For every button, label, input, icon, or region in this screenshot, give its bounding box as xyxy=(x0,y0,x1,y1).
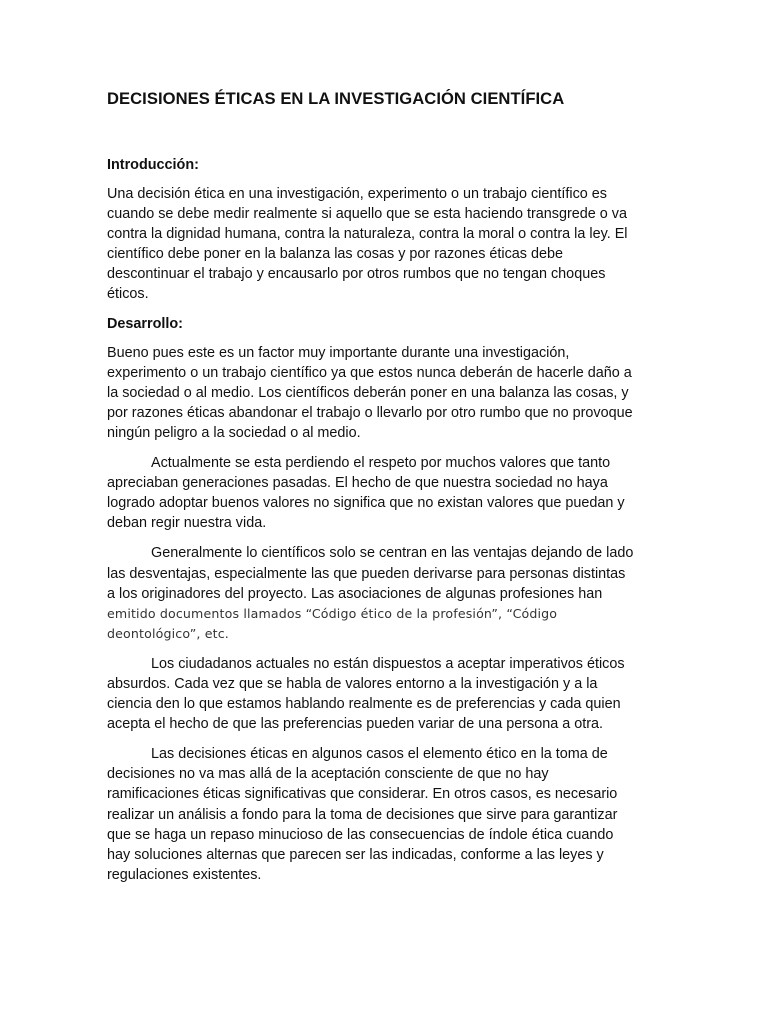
text-line: absurdos. Cada vez que se habla de valores entorno a la investigación y a la xyxy=(107,675,598,692)
desarrollo-paragraph-5 xyxy=(107,744,659,885)
text-line xyxy=(107,453,659,473)
text-line: acepta el hecho de que las preferencias pueden variar de una persona a otra. xyxy=(107,716,604,733)
intro-paragraph xyxy=(107,184,659,305)
text-line: las desventajas, especialmente las que pueden derivarse para personas distintas xyxy=(107,565,626,582)
text-line: descontinuar el trabajo y encausarlo por otros rumbos que no tengan choques xyxy=(107,266,606,283)
intro-heading: Introducción: xyxy=(107,157,199,173)
text-line: ramificaciones éticas significativas que considerar. En otros casos, es necesario xyxy=(107,786,618,803)
text-line: emitido documentos llamados “Código ético de la profesión”, “Código xyxy=(107,605,558,621)
text-line-content: Generalmente lo científicos solo se centran en las ventajas dejando de lado xyxy=(151,545,634,562)
document-page xyxy=(107,88,659,895)
text-line: logrado adoptar buenos valores no significa que no existan valores que puedan y xyxy=(107,495,625,512)
text-line: Una decisión ética en una investigación, experimento o un trabajo científico es xyxy=(107,186,607,202)
text-line: por razones éticas abandonar el trabajo o llevarlo por otro rumbo que no provoque xyxy=(107,404,633,421)
text-line: hay soluciones alternas que parecen ser las indicadas, conforme a las leyes y xyxy=(107,846,604,863)
text-line: deban regir nuestra vida. xyxy=(107,515,267,532)
text-line xyxy=(107,654,659,674)
text-line: ningún peligro a la sociedad o al medio. xyxy=(107,424,361,441)
text-line: a los originadores del proyecto. Las asociaciones de algunas profesiones han xyxy=(107,585,603,602)
text-line-content: Actualmente se esta perdiendo el respeto por muchos valores que tanto xyxy=(151,455,611,472)
desarrollo-paragraph-2 xyxy=(107,453,659,533)
text-line: decisiones no va mas allá de la aceptación consciente de que no hay xyxy=(107,766,549,783)
text-line: deontológico”, etc. xyxy=(107,625,229,641)
text-line: que se haga un repaso minucioso de las consecuencias de índole ética cuando xyxy=(107,826,614,843)
text-line: regulaciones existentes. xyxy=(107,866,262,883)
desarrollo-paragraph-4 xyxy=(107,654,659,734)
text-line xyxy=(107,543,659,563)
text-line: apreciaban generaciones pasadas. El hecho de que nuestra sociedad no haya xyxy=(107,475,608,492)
text-line: cuando se debe medir realmente si aquello que se esta haciendo transgrede o va xyxy=(107,206,628,223)
text-line: realizar un análisis a fondo para la toma de decisiones que sirve para garantizar xyxy=(107,806,618,823)
text-line xyxy=(107,744,659,764)
text-line: contra la dignidad humana, contra la naturaleza, contra la moral o contra la ley. El xyxy=(107,226,628,243)
document-title: DECISIONES ÉTICAS EN LA INVESTIGACIÓN CIENTÍFICA xyxy=(107,89,565,108)
text-line: Bueno pues este es un factor muy importante durante una investigación, xyxy=(107,344,570,361)
desarrollo-paragraph-1 xyxy=(107,343,659,443)
text-line: científico debe poner en la balanza las cosas y por razones éticas debe xyxy=(107,246,563,263)
text-line-content: Las decisiones éticas en algunos casos el elemento ético en la toma de xyxy=(151,746,608,763)
desarrollo-heading: Desarrollo: xyxy=(107,315,183,332)
text-line: experimento o un trabajo científico ya que estos nunca deberán de hacerle daño a xyxy=(107,364,632,381)
text-line: ciencia den lo que estamos hablando realmente es de preferencias y cada quien xyxy=(107,696,621,713)
text-line-content: Los ciudadanos actuales no están dispuestos a aceptar imperativos éticos xyxy=(151,655,625,672)
text-line: la sociedad o al medio. Los científicos deberán poner en una balanza las cosas, y xyxy=(107,384,629,401)
text-line: éticos. xyxy=(107,286,149,303)
desarrollo-paragraph-3 xyxy=(107,543,659,643)
